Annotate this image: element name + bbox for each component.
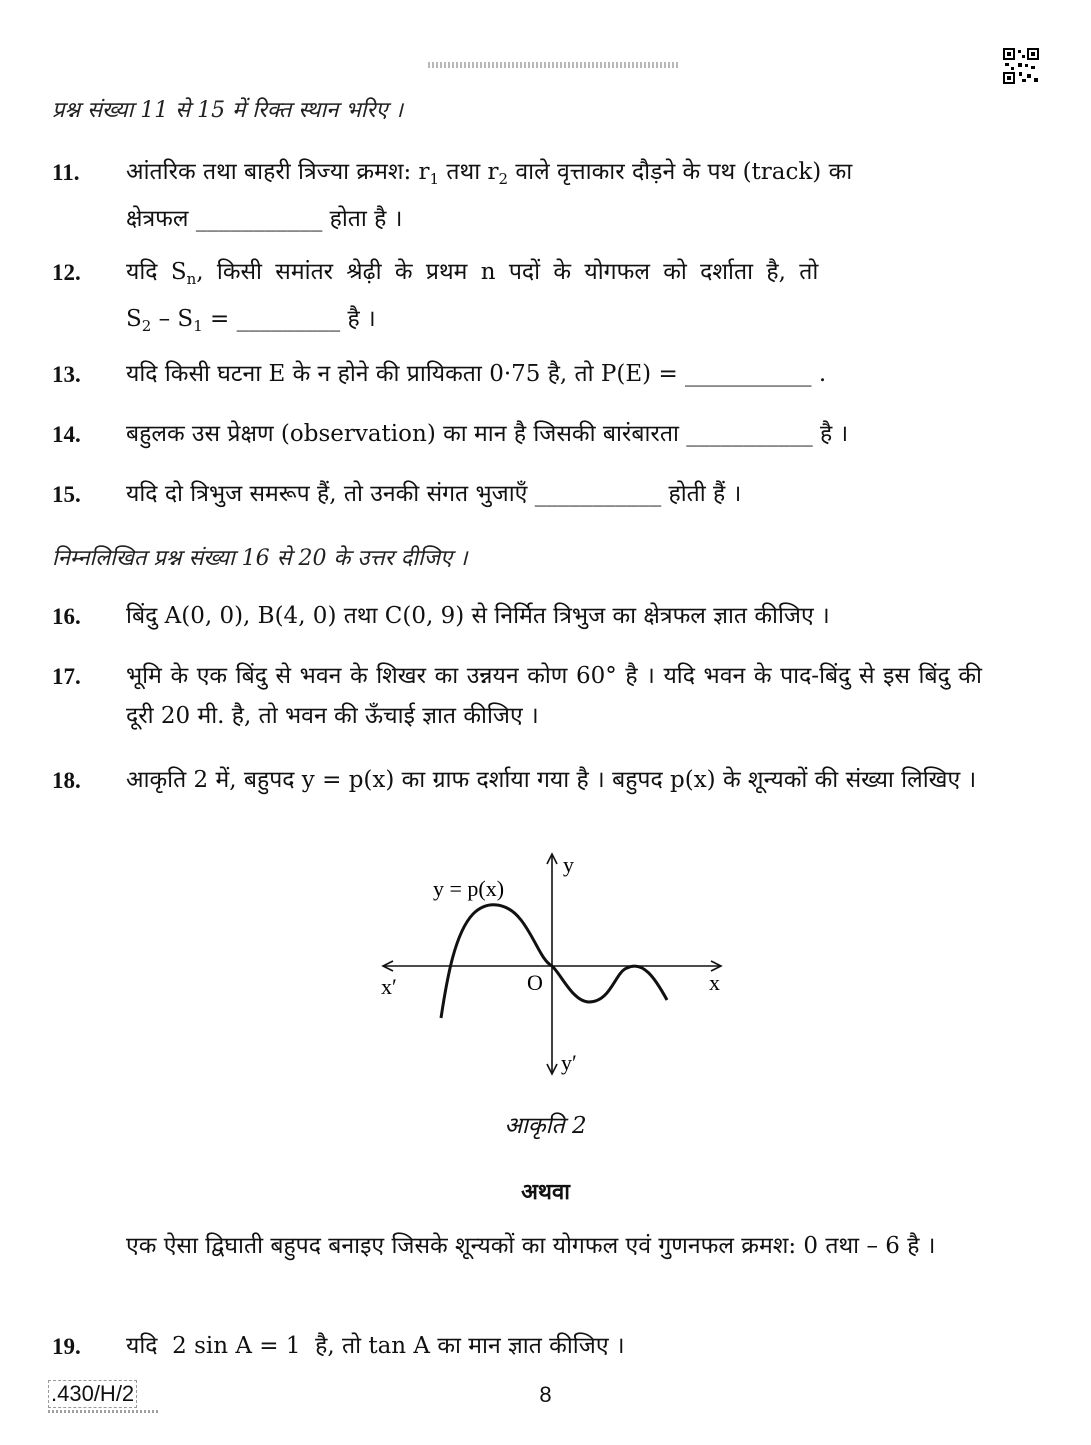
question-14 bbox=[52, 414, 982, 454]
question-number: 17. bbox=[52, 664, 81, 689]
question-number: 14. bbox=[52, 422, 81, 447]
q11-text-part: आंतरिक तथा बाहरी त्रिज्या क्रमश: r bbox=[126, 159, 430, 185]
answer-instruction: निम्नलिखित प्रश्न संख्या 16 से 20 के उत्तर दीजिए । bbox=[52, 546, 468, 571]
y-axis-label: y bbox=[563, 852, 574, 877]
polynomial-curve bbox=[441, 905, 667, 1018]
question-13 bbox=[52, 354, 982, 394]
question-text: बिंदु A(0, 0), B(4, 0) तथा C(0, 9) से निर्मित त्रिभुज का क्षेत्रफल ज्ञात कीजिए । bbox=[126, 603, 830, 629]
question-number: 16. bbox=[52, 604, 81, 629]
x-axis-label: x bbox=[709, 970, 720, 995]
q11-line2: क्षेत्रफल ___________ होता है । bbox=[126, 206, 403, 232]
question-number: 15. bbox=[52, 482, 81, 507]
question-number: 19. bbox=[52, 1334, 81, 1359]
q12-sub: 2 bbox=[141, 317, 152, 335]
question-text: यदि दो त्रिभुज समरूप हैं, तो उनकी संगत भुजाएँ ___________ होती हैं । bbox=[126, 481, 742, 507]
question-text: एक ऐसा द्विघाती बहुपद बनाइए जिसके शून्यकों का योगफल एवं गुणनफल क्रमश: 0 तथा – 6 है । bbox=[126, 1233, 936, 1259]
question-text: बहुलक उस प्रेक्षण (observation) का मान है जिसकी बारंबारता ___________ है । bbox=[126, 421, 849, 447]
or-heading: अथवा bbox=[521, 1179, 570, 1205]
question-15 bbox=[52, 474, 982, 514]
origin-label: O bbox=[527, 970, 543, 995]
question-12 bbox=[52, 252, 982, 346]
question-number: 11. bbox=[52, 160, 80, 185]
q12-text-part: S bbox=[126, 306, 142, 332]
q12-text-part: = _________ है । bbox=[202, 306, 376, 332]
question-text: आकृति 2 में, बहुपद y = p(x) का ग्राफ दर्शाया गया है । बहुपद p(x) के शून्यकों की संख्या लिखिए । bbox=[126, 767, 977, 793]
question-16 bbox=[52, 596, 982, 636]
or-question bbox=[52, 1226, 982, 1266]
question-11 bbox=[52, 152, 982, 239]
q12-text-part: – S bbox=[151, 306, 194, 332]
q12-sub: n bbox=[186, 270, 197, 288]
question-text bbox=[126, 152, 982, 239]
question-number: 13. bbox=[52, 362, 81, 387]
question-text: यदि किसी घटना E के न होने की प्रायिकता 0·75 है, तो P(E) = ___________ . bbox=[126, 361, 827, 387]
q11-text-part: तथा r bbox=[439, 159, 499, 185]
q12-text-part: , किसी समांतर श्रेढ़ी के प्रथम n पदों के योगफल को दर्शाता है, तो bbox=[196, 259, 819, 285]
fill-blanks-instruction: प्रश्न संख्या 11 से 15 में रिक्त स्थान भरिए । bbox=[52, 98, 404, 123]
question-19 bbox=[52, 1326, 982, 1366]
x-prime-label: x′ bbox=[381, 974, 397, 999]
q12-text-part: यदि S bbox=[126, 259, 187, 285]
question-text bbox=[126, 252, 982, 346]
question-number: 12. bbox=[52, 260, 81, 285]
polynomial-graph bbox=[375, 848, 735, 1088]
y-prime-label: y′ bbox=[561, 1050, 577, 1075]
question-text: यदि 2 sin A = 1 है, तो tan A का मान ज्ञात कीजिए । bbox=[126, 1333, 625, 1359]
q11-sub: 2 bbox=[498, 170, 509, 188]
question-number: 18. bbox=[52, 768, 81, 793]
figure-caption: आकृति 2 bbox=[504, 1113, 587, 1139]
qr-code-icon bbox=[1003, 48, 1039, 84]
q12-sub: 1 bbox=[193, 317, 203, 335]
q11-sub: 1 bbox=[429, 170, 440, 188]
question-text: भूमि के एक बिंदु से भवन के शिखर का उन्नयन कोण 60° है । यदि भवन के पाद-बिंदु से इस बिंदु की दूरी 20 मी. है, तो भवन की ऊँचाई ज्ञात कीजिए । bbox=[126, 663, 982, 729]
paper-code: .430/H/2 bbox=[48, 1380, 137, 1408]
page-number: 8 bbox=[539, 1382, 552, 1407]
header-barcode-strip bbox=[428, 62, 678, 68]
footer-barcode-strip bbox=[48, 1410, 158, 1413]
q11-text-part: वाले वृत्ताकार दौड़ने के पथ (track) का bbox=[508, 159, 853, 185]
question-18 bbox=[52, 760, 982, 800]
curve-label: y = p(x) bbox=[433, 876, 505, 901]
question-17 bbox=[52, 656, 982, 736]
